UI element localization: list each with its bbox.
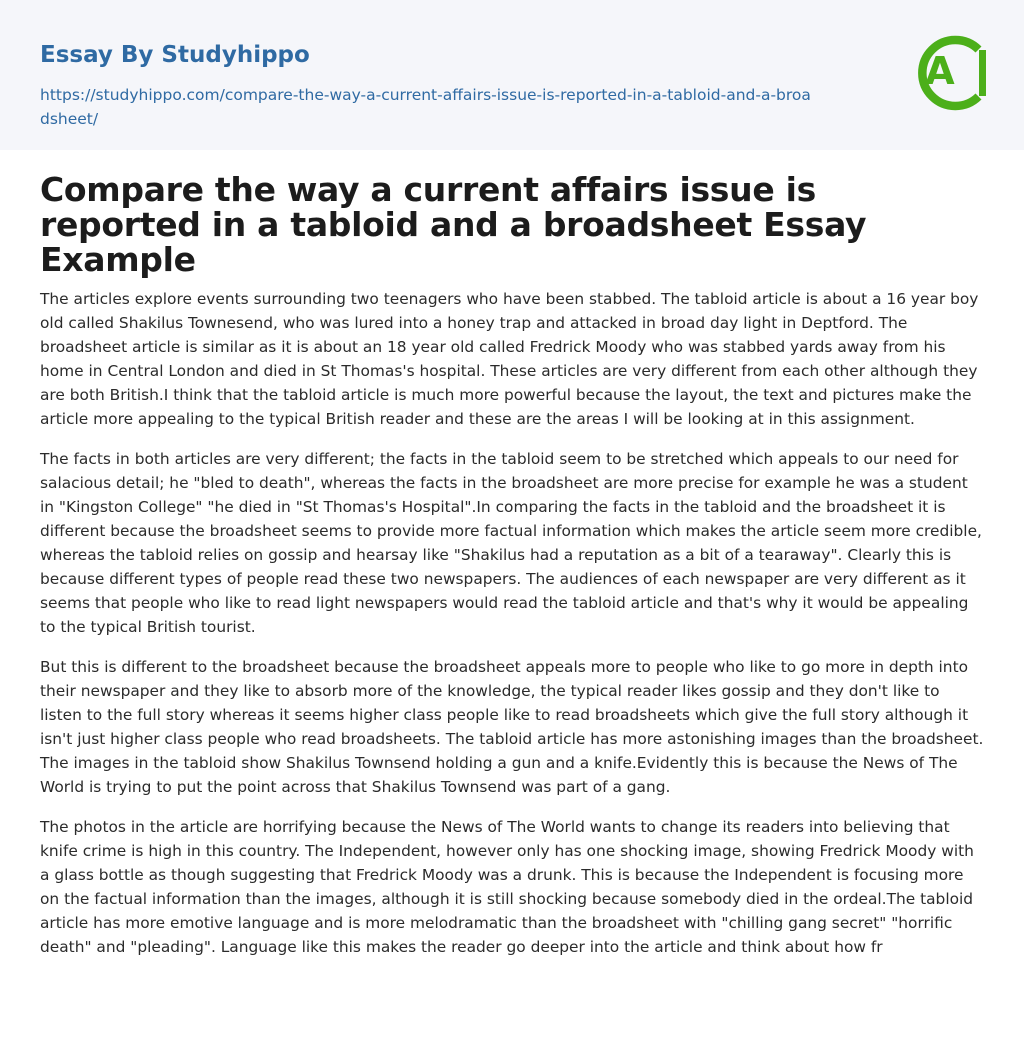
brand-name[interactable]: Essay By Studyhippo <box>40 42 310 68</box>
essay-paragraph: But this is different to the broadsheet because the broadsheet appeals more to people who like to go more in depth into their newspaper and they like to absorb more of the knowledge, the typical reader likes gossip and they don't like to listen to the full story whereas it seems higher class people like to read broadsheets which give the full story although it isn't just higher class people who read broadsheets. The tabloid article has more astonishing images than the broadsheet. The images in the tabloid show Shakilus Townsend holding a gun and a knife.Evidently this is because the News of The World is trying to put the point across that Shakilus Townsend was part of a gang. <box>40 658 984 796</box>
essay-paragraph: The photos in the article are horrifying because the News of The World wants to change its readers into believing that knife crime is high in this country. The Independent, however only has one shocking image, showing Fredrick Moody with a glass bottle as though suggesting that Fredrick Moody was a drunk. This is because the Independent is focusing more on the factual information than the images, although it is still shocking because somebody died in the ordeal.The tabloid article has more emotive language and is more melodramatic than the broadsheet with "chilling gang secret" "horrific death" and "pleading". Language like this makes the reader go deeper into the article and think about how fr <box>40 818 974 956</box>
site-header <box>0 0 1024 150</box>
essay-paragraph: The facts in both articles are very different; the facts in the tabloid seem to be stretched which appeals to our need for salacious detail; he "bled to death", whereas the facts in the broadsheet are more precise for example he was a student in "Kingston College" "he died in "St Thomas's Hospital".In comparing the facts in the tabloid and the broadsheet it is different because the broadsheet seems to provide more factual information which makes the article seem more credible, whereas the tabloid relies on gossip and hearsay like "Shakilus had a reputation as a bit of a tearaway". Clearly this is because different types of people read these two newspapers. The audiences of each newspaper are very different as it seems that people who like to read light newspapers would read the tabloid article and that's why it would be appealing to the typical British tourist. <box>40 450 982 636</box>
studyhippo-a-logo-icon[interactable] <box>912 30 986 116</box>
essay-url-link[interactable]: https://studyhippo.com/compare-the-way-a-current-affairs-issue-is-reported-in-a-tabloid-and-a-broadsheet/ <box>40 86 811 128</box>
page-title: Compare the way a current affairs issue is reported in a tabloid and a broadsheet Essay Example <box>40 170 867 279</box>
essay-paragraph: The articles explore events surrounding two teenagers who have been stabbed. The tabloid article is about a 16 year boy old called Shakilus Townesend, who was lured into a honey trap and attacked in broad day light in Deptford. The broadsheet article is similar as it is about an 18 year old called Fredrick Moody who was stabbed yards away from his home in Central London and died in St Thomas's hospital. These articles are very different from each other although they are both British.I think that the tabloid article is much more powerful because the layout, the text and pictures make the article more appealing to the typical British reader and these are the areas I will be looking at in this assignment. <box>40 290 979 428</box>
essay-content <box>0 172 1024 959</box>
logo-letter: A <box>925 49 955 93</box>
